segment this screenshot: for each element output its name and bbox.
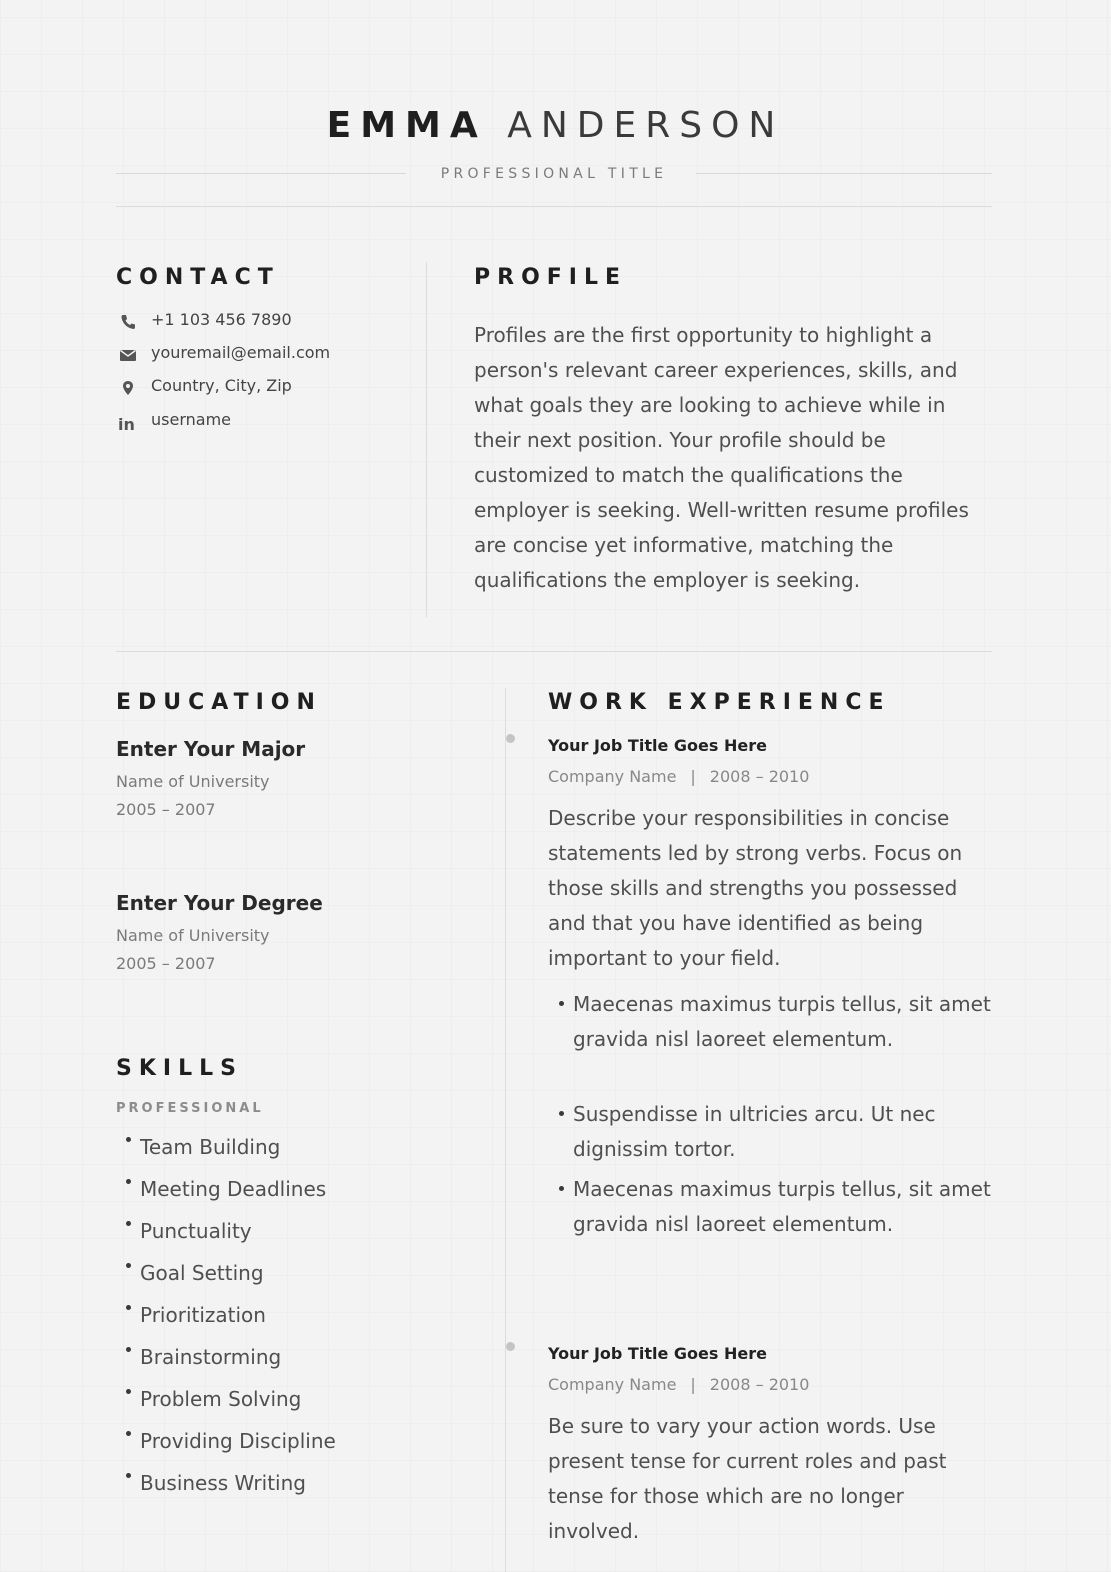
skills-subheading: PROFESSIONAL bbox=[116, 1101, 264, 1116]
last-name: ANDERSON bbox=[507, 105, 785, 146]
contact-heading: CONTACT bbox=[116, 265, 280, 290]
work-experience-heading: WORK EXPERIENCE bbox=[548, 690, 891, 715]
job-bullet: Suspendisse in ultricies arcu. Ut nec dignissim tortor. bbox=[573, 1097, 993, 1167]
education-entry bbox=[116, 736, 305, 824]
location-pin-icon bbox=[118, 378, 138, 398]
meta-separator: | bbox=[690, 1375, 696, 1394]
company-name: Company Name bbox=[548, 767, 677, 786]
job-bullet: Maecenas maximus turpis tellus, sit amet gravida nisl laoreet elementum. bbox=[573, 987, 993, 1057]
timeline-dot bbox=[506, 1342, 515, 1351]
header-divider bbox=[116, 206, 992, 207]
job-description: Describe your responsibilities in concise statements led by strong verbs. Focus on those skills and strengths you possessed and that you have identified as being important to your field. bbox=[548, 806, 963, 970]
skills-heading: SKILLS bbox=[116, 1056, 243, 1081]
skill-item: Punctuality bbox=[126, 1218, 252, 1244]
meta-separator: | bbox=[690, 767, 696, 786]
linkedin-text: username bbox=[151, 410, 231, 429]
education-major: Enter Your Major bbox=[116, 737, 306, 761]
header-column-divider bbox=[426, 262, 427, 617]
profile-text: Profiles are the first opportunity to highlight a person's relevant career experiences, skills, and what goals they are looking to achieve while in their next position. Your profile should be customized to match the qualifications the employer is seeking. Well-written resume profiles are concise yet informative, matching the qualifications the employer is seeking. bbox=[474, 323, 969, 592]
linkedin-icon: in bbox=[118, 415, 135, 434]
skill-item: Business Writing bbox=[126, 1470, 306, 1496]
contact-phone bbox=[116, 310, 416, 334]
skill-item: Problem Solving bbox=[126, 1386, 301, 1412]
job-bullet: Maecenas maximus turpis tellus, sit amet gravida nisl laoreet elementum. bbox=[573, 1172, 993, 1242]
contact-linkedin bbox=[116, 410, 416, 434]
job-title: Your Job Title Goes Here bbox=[548, 736, 767, 755]
job-description: Be sure to vary your action words. Use present tense for current roles and past tense for those which are no longer involved. bbox=[548, 1414, 947, 1543]
skill-item: Team Building bbox=[126, 1134, 280, 1160]
education-school: Name of University bbox=[116, 926, 270, 945]
skill-item: Prioritization bbox=[126, 1302, 266, 1328]
phone-text: +1 103 456 7890 bbox=[151, 310, 292, 329]
education-major: Enter Your Degree bbox=[116, 891, 323, 915]
job-years: 2008 – 2010 bbox=[709, 767, 810, 786]
email-text: youremail@email.com bbox=[151, 343, 331, 362]
profile-heading: PROFILE bbox=[474, 265, 628, 290]
resume-name bbox=[0, 104, 1111, 148]
email-icon bbox=[118, 345, 138, 365]
job-meta bbox=[548, 766, 809, 788]
company-name: Company Name bbox=[548, 1375, 677, 1394]
contact-location bbox=[116, 376, 416, 400]
education-years: 2005 – 2007 bbox=[116, 800, 216, 819]
job-meta bbox=[548, 1374, 809, 1396]
education-heading: EDUCATION bbox=[116, 690, 322, 715]
professional-title-row bbox=[116, 164, 992, 184]
education-entry bbox=[116, 890, 323, 978]
timeline-dot bbox=[506, 734, 515, 743]
location-text: Country, City, Zip bbox=[151, 376, 292, 395]
skill-item: Providing Discipline bbox=[126, 1428, 336, 1454]
professional-title: PROFESSIONAL TITLE bbox=[440, 166, 668, 182]
contact-email bbox=[116, 343, 416, 367]
job-title: Your Job Title Goes Here bbox=[548, 1344, 767, 1363]
timeline-line bbox=[505, 688, 506, 1572]
first-name: EMMA bbox=[326, 105, 487, 146]
skill-item: Meeting Deadlines bbox=[126, 1176, 326, 1202]
skill-item: Goal Setting bbox=[126, 1260, 264, 1286]
phone-icon bbox=[118, 312, 138, 332]
section-divider bbox=[116, 651, 992, 652]
education-years: 2005 – 2007 bbox=[116, 954, 216, 973]
skill-item: Brainstorming bbox=[126, 1344, 281, 1370]
job-years: 2008 – 2010 bbox=[709, 1375, 810, 1394]
education-school: Name of University bbox=[116, 772, 270, 791]
